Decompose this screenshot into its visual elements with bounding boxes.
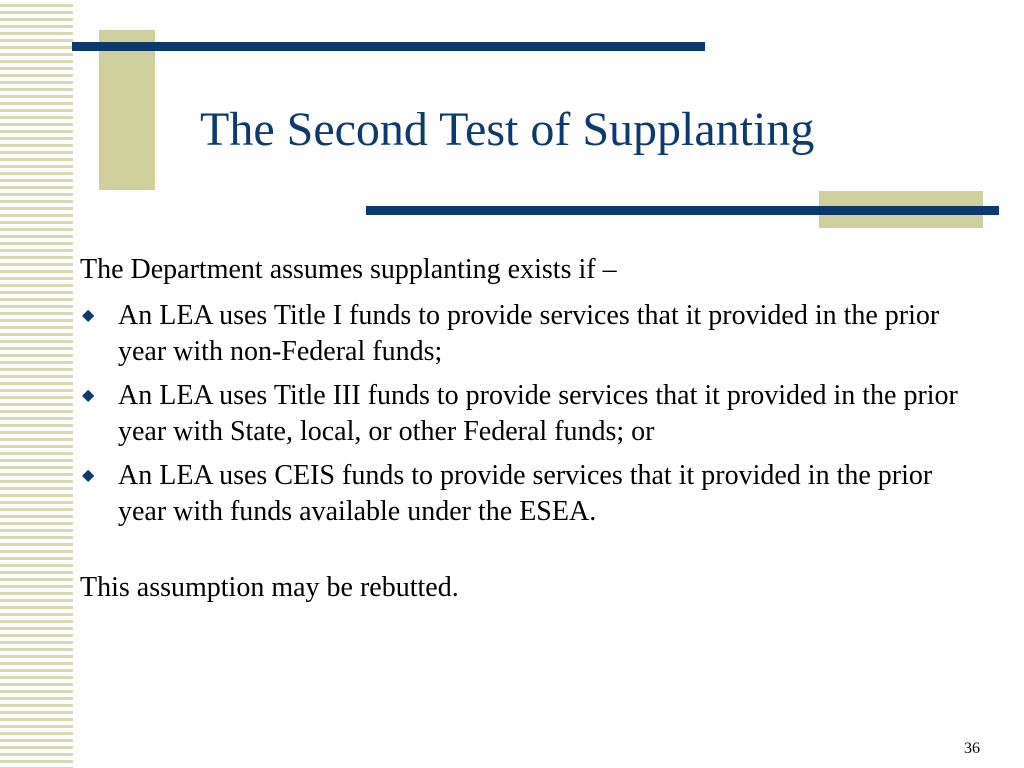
- bullet-list: [80, 298, 980, 530]
- closing-text: This assumption may be rebutted.: [80, 572, 459, 603]
- slide-body: [80, 252, 980, 606]
- diamond-bullet-icon: ◆: [82, 307, 95, 324]
- title-rule-top: [72, 42, 705, 51]
- page-number: 36: [964, 740, 980, 757]
- intro-text: The Department assumes supplanting exists if –: [80, 254, 617, 285]
- bullet-text: An LEA uses Title I funds to provide services that it provided in the prior year with non-Federal funds;: [118, 300, 940, 367]
- bullet-text: An LEA uses CEIS funds to provide services that it provided in the prior year with funds available under the ESEA.: [118, 460, 933, 527]
- diamond-bullet-icon: ◆: [82, 467, 95, 484]
- bullet-item: [80, 458, 980, 530]
- bullet-text: An LEA uses Title III funds to provide services that it provided in the prior year with State, local, or other Federal funds; or: [118, 380, 958, 447]
- decorative-tan-block-left: [99, 30, 155, 190]
- diamond-bullet-icon: ◆: [82, 387, 95, 404]
- bullet-item: [80, 298, 980, 370]
- slide-title: The Second Test of Supplanting: [200, 103, 815, 156]
- bullet-item: [80, 378, 980, 450]
- title-rule-bottom: [366, 206, 999, 215]
- decorative-stripes: [0, 0, 73, 768]
